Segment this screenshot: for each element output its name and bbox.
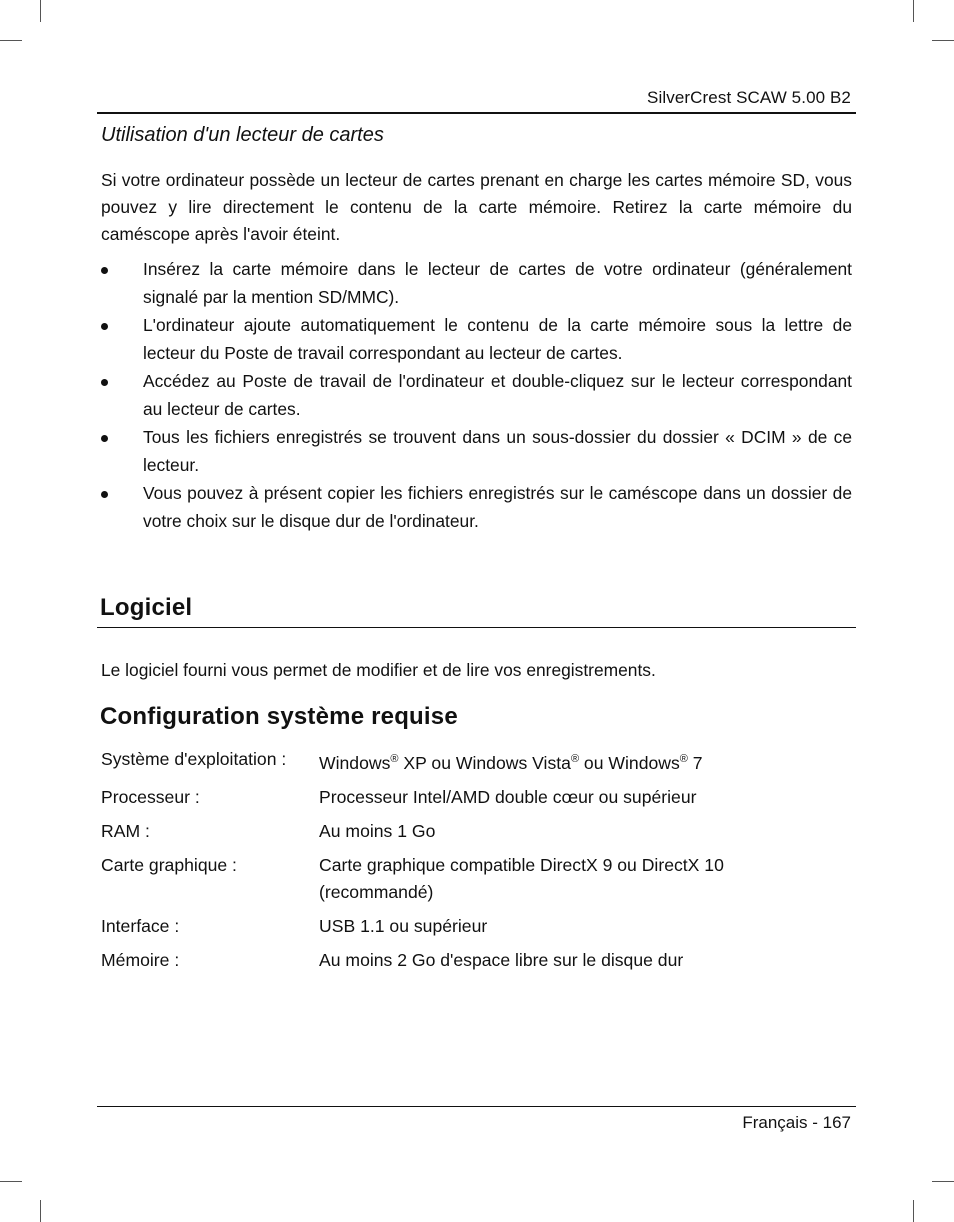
spec-label: Mémoire :: [101, 949, 180, 970]
bullet-icon: [101, 435, 108, 442]
header-rule: [97, 112, 856, 114]
spec-value: Au moins 1 Go: [319, 820, 436, 841]
software-rule: [97, 627, 856, 628]
spec-label: Interface :: [101, 915, 180, 936]
crop-mark-bottom-right-h: [932, 1181, 954, 1182]
table-row: [101, 818, 852, 845]
spec-value: Au moins 2 Go d'espace libre sur le disque dur: [319, 949, 684, 970]
list-item-text: Vous pouvez à présent copier les fichiers enregistrés sur le caméscope dans un dossier de votre choix sur le disque dur de l'ordinateur.: [143, 483, 852, 531]
os-value: [319, 746, 852, 777]
list-item-text: Insérez la carte mémoire dans le lecteur de cartes de votre ordinateur (généralement signalé par la mention SD/MMC).: [143, 259, 852, 307]
list-item-text: L'ordinateur ajoute automatiquement le contenu de la carte mémoire sous la lettre de lecteur du Poste de travail correspondant au lecteur de cartes.: [143, 315, 852, 363]
table-row: [101, 913, 852, 940]
requirements-table: [101, 746, 852, 981]
os-value-part: 7: [687, 752, 703, 773]
list-item-text: Tous les fichiers enregistrés se trouvent dans un sous-dossier du dossier « DCIM » de ce lecteur.: [143, 427, 852, 475]
spec-value: Carte graphique compatible DirectX 9 ou DirectX 10 (recommandé): [319, 854, 724, 902]
crop-mark-bottom-right: [913, 1200, 914, 1222]
requirements-heading: Configuration système requise: [100, 703, 458, 730]
list-item: [101, 480, 852, 535]
bullet-icon: [101, 491, 108, 498]
software-heading: Logiciel: [100, 594, 193, 621]
registered-mark: ®: [679, 753, 688, 765]
os-value-part: XP ou Windows Vista: [398, 752, 571, 773]
list-item: [101, 256, 852, 311]
crop-mark-bottom-left-h: [0, 1181, 22, 1182]
card-reader-intro: Si votre ordinateur possède un lecteur de cartes prenant en charge les cartes mémoire SD, vous pouvez y lire directement le contenu de la carte mémoire. Retirez la carte mémoire du caméscope après l'avoir éteint.: [101, 170, 852, 244]
bullet-icon: [101, 379, 108, 386]
table-row: [101, 947, 852, 974]
software-text: Le logiciel fourni vous permet de modifier et de lire vos enregistrements.: [101, 660, 656, 680]
table-row: [101, 852, 852, 906]
spec-value: USB 1.1 ou supérieur: [319, 915, 488, 936]
list-item: [101, 368, 852, 423]
crop-mark-top-right-h: [932, 40, 954, 41]
spec-value: Processeur Intel/AMD double cœur ou supérieur: [319, 786, 697, 807]
os-value-part: Windows: [319, 752, 391, 773]
os-value-part: ou Windows: [579, 752, 680, 773]
page-number: Français - 167: [742, 1113, 851, 1132]
crop-mark-top-right: [913, 0, 914, 22]
list-item: [101, 312, 852, 367]
crop-mark-bottom-left: [40, 1200, 41, 1222]
os-label: Système d'exploitation :: [101, 749, 287, 769]
bullet-icon: [101, 323, 108, 330]
registered-mark: ®: [390, 753, 399, 765]
spec-label: Carte graphique :: [101, 854, 237, 875]
list-item: [101, 424, 852, 479]
table-row: [101, 784, 852, 811]
list-item-text: Accédez au Poste de travail de l'ordinateur et double-cliquez sur le lecteur correspondant au lecteur de cartes.: [143, 371, 852, 419]
footer-rule: [97, 1106, 856, 1107]
crop-mark-top-left-h: [0, 40, 22, 41]
spec-label: Processeur :: [101, 786, 200, 807]
crop-mark-top-left: [40, 0, 41, 22]
registered-mark: ®: [570, 753, 580, 765]
card-reader-heading: Utilisation d'un lecteur de cartes: [101, 124, 384, 146]
table-row: [101, 746, 852, 777]
running-header: SilverCrest SCAW 5.00 B2: [647, 88, 851, 107]
spec-label: RAM :: [101, 820, 150, 841]
bullet-icon: [101, 267, 108, 274]
card-reader-steps: [101, 256, 852, 536]
